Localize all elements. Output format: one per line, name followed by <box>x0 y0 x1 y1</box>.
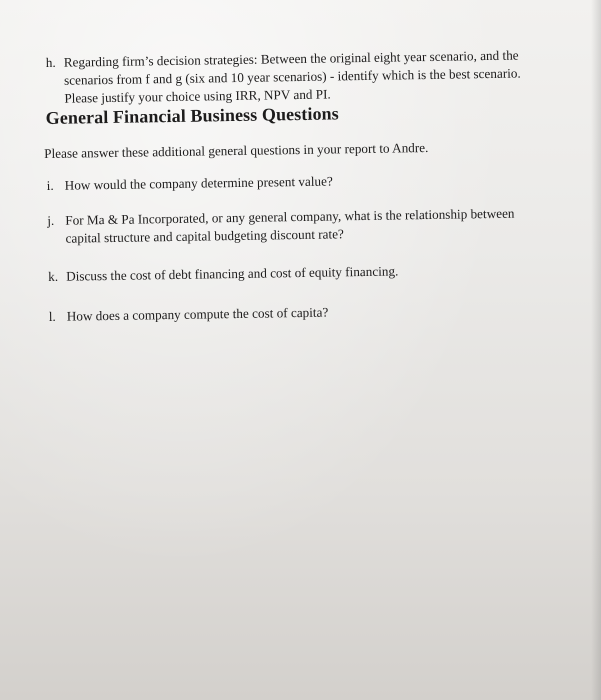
question-l-text <box>67 304 329 326</box>
question-i <box>46 169 567 193</box>
question-l-line-1: How does a company compute the cost of capita? <box>66 304 329 324</box>
question-i-line-1: How would the company determine present value? <box>64 173 333 193</box>
question-h-marker: h. <box>45 54 56 70</box>
question-h-line-2: scenarios from f and g (six and 10 year scenarios) - identify which is the best scenario. <box>63 65 521 88</box>
question-j-line-2: capital structure and capital budgeting discount rate? <box>65 226 344 246</box>
question-k-line-1: Discuss the cost of debt financing and cost of equity financing. <box>66 263 399 284</box>
question-j-text <box>65 204 576 248</box>
question-i-text <box>65 172 333 194</box>
question-l-marker: l. <box>48 308 56 324</box>
section-heading: General Financial Business Questions <box>45 103 339 128</box>
question-j-marker: j. <box>47 212 55 228</box>
question-h-line-3: Please justify your choice using IRR, NPV and PI. <box>64 86 331 106</box>
question-j-line-1: For Ma & Pa Incorporated, or any general company, what is the relationship between <box>65 205 515 228</box>
question-j <box>47 204 577 246</box>
question-k <box>48 260 568 284</box>
intro-text: Please answer these additional general questions in your report to Andre. <box>44 139 429 162</box>
question-h-line-1: Regarding firm’s decision strategies: Between the original eight year scenario, and the <box>63 47 519 70</box>
question-h <box>45 46 576 106</box>
question-k-text <box>66 262 398 285</box>
question-k-marker: k. <box>48 268 59 284</box>
question-i-marker: i. <box>46 177 54 193</box>
question-l <box>48 300 569 324</box>
question-h-text <box>64 46 575 108</box>
